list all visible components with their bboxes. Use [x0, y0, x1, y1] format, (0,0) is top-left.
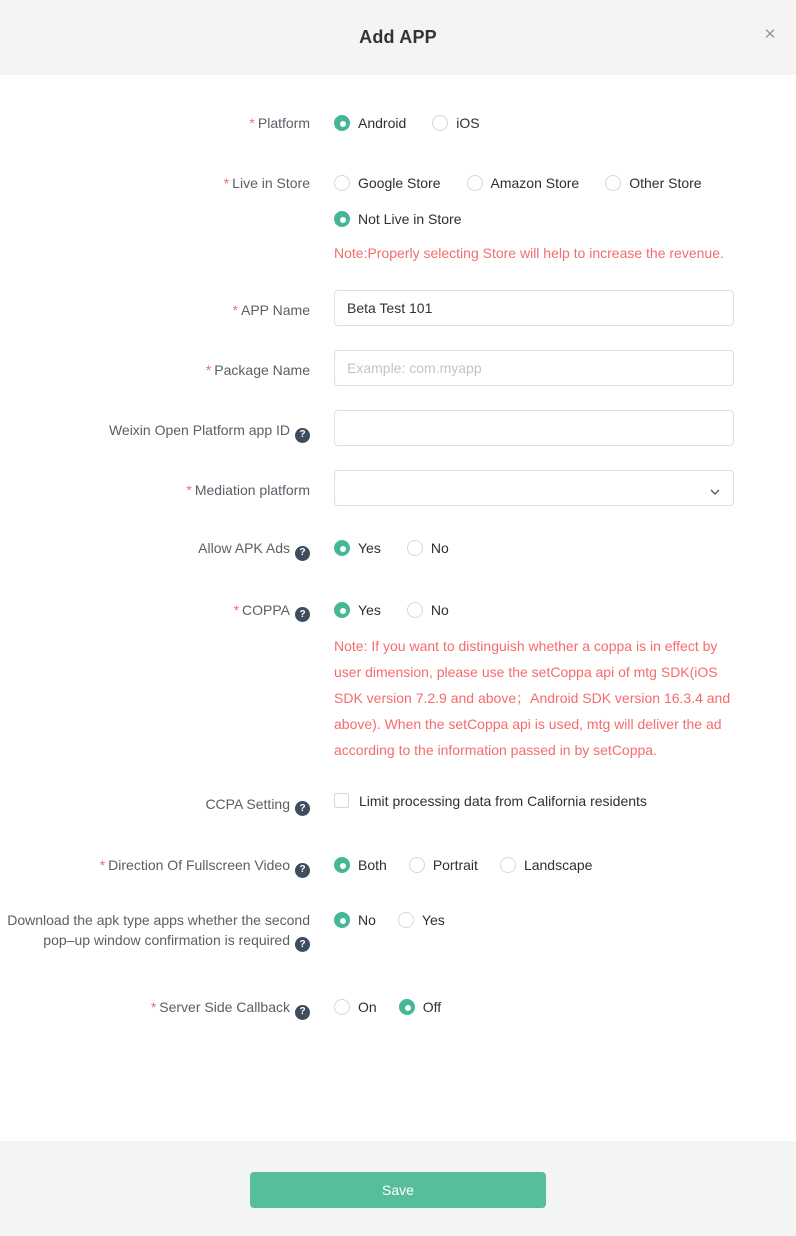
radio-android[interactable]: [334, 115, 406, 131]
row-ccpa-setting: [0, 793, 796, 817]
radio-google-store[interactable]: [334, 175, 441, 191]
radio-label: Yes: [358, 540, 381, 556]
row-platform: [0, 112, 796, 134]
radio-callback-off[interactable]: [399, 999, 441, 1015]
radio-label: No: [358, 911, 376, 928]
chevron-down-icon: [709, 484, 721, 500]
label-text: Mediation platform: [194, 482, 310, 498]
help-icon[interactable]: [295, 801, 310, 816]
radio-callback-on[interactable]: [334, 999, 377, 1015]
radio-selected-icon: [399, 999, 415, 1015]
apk-download-radio-group: [334, 909, 734, 931]
radio-label: Google Store: [358, 175, 441, 191]
platform-radio-group: [334, 112, 734, 134]
help-icon[interactable]: [295, 607, 310, 622]
coppa-note: Note: If you want to distinguish whether a coppa is in effect by user dimension, please use the setCoppa api of mtg SDK(iOS SDK version 7.2.9 and above；Android SDK version 16.3.4 and above). When the setCoppa api is used, mtg will deliver the ad according to the information passed in by setCoppa.: [334, 637, 731, 758]
coppa-radio-group: [334, 599, 734, 621]
allow-apk-ads-label: [0, 537, 310, 561]
label-text: Package Name: [214, 362, 310, 378]
help-glyph: ?: [299, 864, 306, 875]
radio-both[interactable]: [334, 857, 387, 873]
row-weixin-app-id: [0, 410, 796, 446]
label-text: Download the apk type apps whether the second pop–up window confirmation is required: [7, 911, 310, 948]
radio-not-live-in-store[interactable]: [334, 211, 462, 227]
label-text: Weixin Open Platform app ID: [108, 422, 290, 438]
weixin-app-id-input[interactable]: [334, 410, 734, 446]
dialog-body: [0, 75, 796, 1141]
help-icon[interactable]: [295, 937, 310, 952]
radio-download-yes[interactable]: [398, 912, 445, 928]
save-button[interactable]: Save: [250, 1172, 546, 1208]
radio-amazon-store[interactable]: [467, 175, 580, 191]
required-asterisk: *: [205, 362, 212, 378]
platform-label: [0, 112, 310, 133]
radio-selected-icon: [334, 857, 350, 873]
mediation-platform-label: [0, 470, 310, 500]
radio-label: No: [430, 601, 449, 618]
label-text: COPPA: [242, 601, 290, 618]
app-name-label: [0, 290, 310, 320]
store-radio-group-row1: [334, 172, 734, 194]
row-direction-fullscreen-video: [0, 854, 796, 878]
help-icon[interactable]: [295, 1005, 310, 1020]
checkbox-icon: [334, 793, 349, 808]
radio-icon: [334, 175, 350, 191]
help-icon[interactable]: [295, 863, 310, 878]
row-allow-apk-ads: [0, 537, 796, 561]
label-text: Live in Store: [232, 175, 310, 191]
radio-icon: [407, 540, 423, 556]
radio-label: Portrait: [432, 857, 478, 873]
package-name-label: [0, 350, 310, 380]
page-title: Add APP: [359, 27, 437, 47]
label-text: Direction Of Fullscreen Video: [108, 857, 290, 873]
radio-label: Landscape: [523, 857, 593, 873]
radio-coppa-no[interactable]: [407, 602, 449, 618]
dialog-header: [0, 0, 796, 75]
radio-selected-icon: [334, 540, 350, 556]
radio-icon: [467, 175, 483, 191]
help-icon[interactable]: [295, 546, 310, 561]
allow-apk-ads-radio-group: [334, 537, 734, 559]
mediation-platform-select[interactable]: [334, 470, 734, 506]
required-asterisk: *: [223, 175, 230, 191]
radio-apk-yes[interactable]: [334, 540, 381, 556]
store-note: Note:Properly selecting Store will help to increase the revenue.: [334, 245, 724, 261]
help-glyph: ?: [299, 608, 306, 620]
direction-label: [0, 854, 310, 878]
radio-other-store[interactable]: [605, 175, 701, 191]
radio-ios[interactable]: [432, 115, 479, 131]
required-asterisk: *: [249, 115, 255, 131]
live-in-store-label: [0, 172, 310, 193]
radio-label: On: [358, 999, 377, 1015]
radio-download-no[interactable]: [334, 912, 376, 928]
radio-coppa-yes[interactable]: [334, 602, 381, 618]
radio-icon: [500, 857, 516, 873]
row-live-in-store: [0, 172, 796, 266]
radio-label: Not Live in Store: [358, 211, 462, 227]
radio-icon: [409, 857, 425, 873]
row-server-side-callback: [0, 996, 796, 1020]
radio-icon: [407, 602, 423, 618]
help-icon[interactable]: [295, 428, 310, 443]
ccpa-checkbox[interactable]: [334, 793, 647, 809]
radio-label: iOS: [456, 115, 480, 131]
help-glyph: ?: [299, 1006, 306, 1017]
label-text: Allow APK Ads: [198, 540, 290, 556]
app-name-input[interactable]: [334, 290, 734, 326]
radio-label: Yes: [421, 911, 445, 928]
close-icon[interactable]: ✕: [760, 24, 780, 44]
radio-landscape[interactable]: [500, 857, 593, 873]
label-text: CCPA Setting: [205, 795, 290, 812]
row-apk-download-confirm: [0, 909, 796, 953]
radio-label: Both: [358, 857, 387, 873]
required-asterisk: *: [233, 601, 240, 618]
required-asterisk: *: [186, 482, 192, 498]
ccpa-setting-label: [0, 793, 310, 817]
help-glyph: ?: [299, 938, 306, 950]
direction-radio-group: [334, 854, 734, 876]
package-name-input[interactable]: [334, 350, 734, 386]
required-asterisk: *: [99, 857, 106, 873]
label-text: Server Side Callback: [159, 999, 290, 1015]
help-glyph: ?: [299, 802, 306, 814]
radio-selected-icon: [334, 602, 350, 618]
server-callback-radio-group: [334, 996, 734, 1018]
radio-label: Yes: [358, 601, 381, 618]
help-glyph: ?: [299, 547, 306, 558]
radio-portrait[interactable]: [409, 857, 478, 873]
server-side-callback-label: [0, 996, 310, 1020]
row-package-name: [0, 350, 796, 386]
coppa-label: [0, 599, 310, 623]
required-asterisk: *: [232, 302, 238, 318]
radio-icon: [432, 115, 448, 131]
label-text: APP Name: [241, 302, 310, 318]
radio-apk-no[interactable]: [407, 540, 449, 556]
radio-selected-icon: [334, 912, 350, 928]
radio-label: Amazon Store: [490, 175, 580, 191]
row-coppa: [0, 599, 796, 763]
row-mediation-platform: [0, 470, 796, 506]
radio-label: No: [430, 540, 449, 556]
radio-label: Android: [358, 115, 407, 131]
radio-icon: [334, 999, 350, 1015]
radio-selected-icon: [334, 115, 350, 131]
required-asterisk: *: [150, 999, 157, 1015]
checkbox-label: Limit processing data from California residents: [359, 792, 647, 809]
radio-icon: [605, 175, 621, 191]
label-text: Platform: [257, 115, 310, 131]
radio-icon: [398, 912, 414, 928]
radio-label: Other Store: [629, 175, 702, 191]
row-app-name: [0, 290, 796, 326]
store-radio-group-row2: [334, 208, 734, 230]
apk-download-confirm-label: [0, 909, 310, 953]
dialog-footer: [0, 1141, 796, 1236]
weixin-app-id-label: [0, 410, 310, 443]
radio-selected-icon: [334, 211, 350, 227]
radio-label: Off: [422, 999, 442, 1015]
help-glyph: ?: [299, 429, 306, 440]
